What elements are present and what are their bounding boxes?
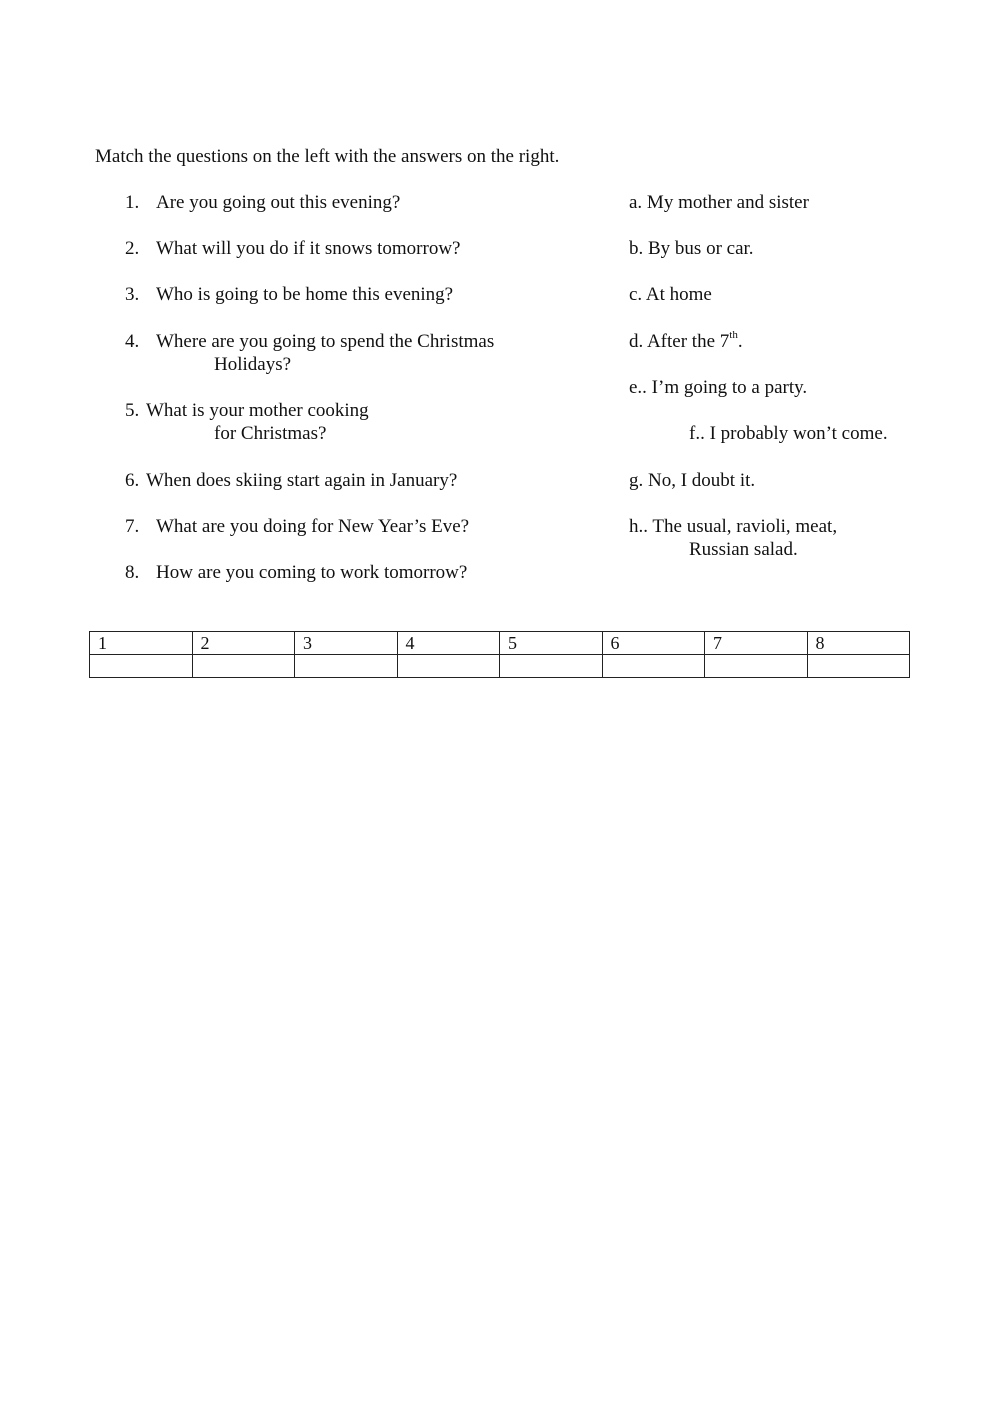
answer-text-continued: Russian salad. <box>689 539 798 560</box>
question-number: 6. <box>125 470 140 491</box>
question-text: Where are you going to spend the Christmas <box>156 331 495 352</box>
answer-text: a. My mother and sister <box>629 192 809 213</box>
answer-grid <box>89 631 910 678</box>
question-text: When does skiing start again in January? <box>146 470 458 491</box>
answer-grid-header-cell: 2 <box>192 632 295 655</box>
answer-grid-header-cell: 4 <box>397 632 500 655</box>
question-number: 8. <box>125 562 140 583</box>
question-number: 2. <box>125 238 140 259</box>
instruction-text: Match the questions on the left with the answers on the right. <box>95 146 560 167</box>
answer-grid-blank-cell[interactable] <box>807 655 910 678</box>
answer-grid-blank-cell[interactable] <box>602 655 705 678</box>
answer-grid-blank-cell[interactable] <box>397 655 500 678</box>
answer-grid-header-row <box>90 632 910 655</box>
question-text: Are you going out this evening? <box>156 192 401 213</box>
answer-grid-blank-cell[interactable] <box>500 655 603 678</box>
answer-text: g. No, I doubt it. <box>629 470 756 491</box>
question-number: 4. <box>125 331 140 352</box>
question-number: 1. <box>125 192 140 213</box>
answer-grid-header-cell: 1 <box>90 632 193 655</box>
question-text-continued: for Christmas? <box>214 423 327 444</box>
answer-text: h.. The usual, ravioli, meat, <box>629 516 838 537</box>
question-text: What will you do if it snows tomorrow? <box>156 238 461 259</box>
question-text: How are you coming to work tomorrow? <box>156 562 468 583</box>
question-number: 3. <box>125 284 140 305</box>
answer-text: e.. I’m going to a party. <box>629 377 808 398</box>
answer-grid-header-cell: 3 <box>295 632 398 655</box>
answer-grid-header-cell: 6 <box>602 632 705 655</box>
answer-text: c. At home <box>629 284 712 305</box>
answer-text-main: d. After the 7 <box>629 331 730 352</box>
answer-grid-blank-cell[interactable] <box>295 655 398 678</box>
question-number: 7. <box>125 516 140 537</box>
answer-grid-blank-cell[interactable] <box>192 655 295 678</box>
answer-grid-header-cell: 7 <box>705 632 808 655</box>
answer-grid-blank-cell[interactable] <box>705 655 808 678</box>
answer-text: b. By bus or car. <box>629 238 754 259</box>
answer-text-tail: . <box>737 331 743 352</box>
question-text: What is your mother cooking <box>146 400 369 421</box>
question-text-continued: Holidays? <box>214 354 292 375</box>
question-number: 5. <box>125 400 140 421</box>
question-text: Who is going to be home this evening? <box>156 284 454 305</box>
answer-grid-header-cell: 5 <box>500 632 603 655</box>
answer-grid-blank-row <box>90 655 910 678</box>
answer-text <box>629 330 743 353</box>
answer-grid-header-cell: 8 <box>807 632 910 655</box>
answer-text: f.. I probably won’t come. <box>689 423 888 444</box>
question-text: What are you doing for New Year’s Eve? <box>156 516 470 537</box>
answer-grid-blank-cell[interactable] <box>90 655 193 678</box>
ordinal-suffix: th <box>729 329 738 341</box>
